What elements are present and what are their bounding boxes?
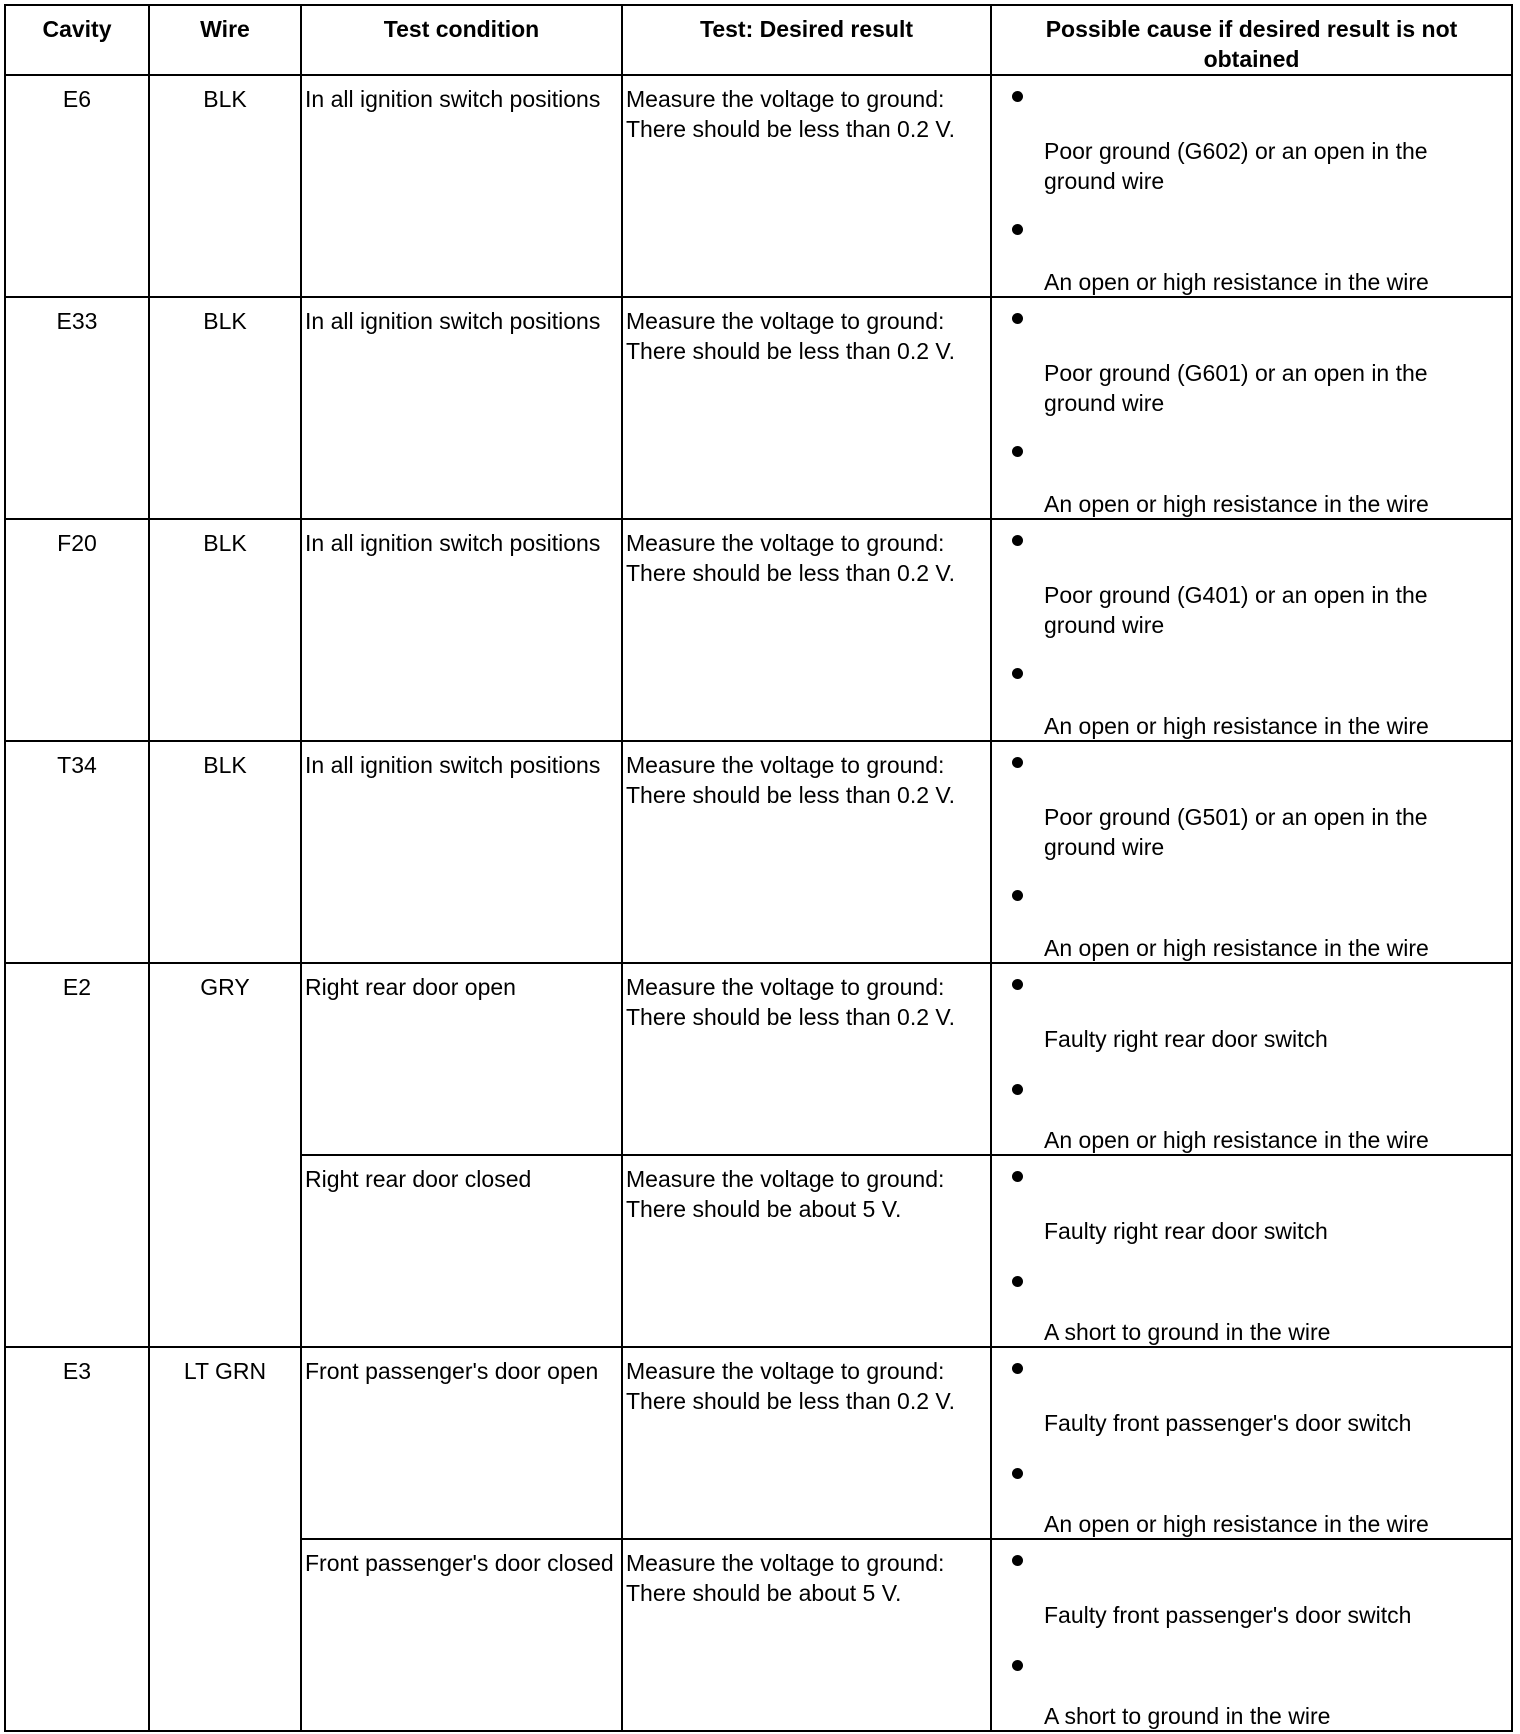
bullet-icon <box>1012 1084 1023 1095</box>
wire-cell: BLK <box>149 741 301 963</box>
table-row <box>5 75 1512 297</box>
bullet-icon <box>1012 535 1023 546</box>
cause-cell <box>991 741 1512 963</box>
bullet-icon <box>1012 1468 1023 1479</box>
bullet-icon <box>1012 979 1023 990</box>
bullet-icon <box>1012 313 1023 324</box>
cause-text: Faulty right rear door switch <box>1044 1026 1328 1052</box>
condition-cell: In all ignition switch positions <box>301 519 622 741</box>
condition-cell: Right rear door closed <box>301 1155 622 1347</box>
bullet-icon <box>1012 1363 1023 1374</box>
wire-cell: BLK <box>149 75 301 297</box>
table-row <box>5 741 1512 963</box>
wire-cell: BLK <box>149 297 301 519</box>
bullet-icon <box>1012 446 1023 457</box>
result-cell: Measure the voltage to ground: There should be less than 0.2 V. <box>622 519 991 741</box>
header-test-condition: Test condition <box>301 5 622 75</box>
wire-cell: LT GRN <box>149 1347 301 1731</box>
cavity-cell: E33 <box>5 297 149 519</box>
cause-text: Poor ground (G601) or an open in the ground wire <box>1044 360 1428 416</box>
header-possible-cause: Possible cause if desired result is not obtained <box>991 5 1512 75</box>
cause-text: Poor ground (G602) or an open in the ground wire <box>1044 138 1428 194</box>
result-cell: Measure the voltage to ground: There should be less than 0.2 V. <box>622 963 991 1155</box>
cause-text: An open or high resistance in the wire <box>1044 491 1429 517</box>
cause-text: Faulty front passenger's door switch <box>1044 1410 1412 1436</box>
table-row <box>5 519 1512 741</box>
cause-text: Faulty right rear door switch <box>1044 1218 1328 1244</box>
cause-text: An open or high resistance in the wire <box>1044 713 1429 739</box>
wire-cell: BLK <box>149 519 301 741</box>
cause-cell <box>991 963 1512 1155</box>
cause-text: An open or high resistance in the wire <box>1044 1127 1429 1153</box>
condition-cell: Front passenger's door closed <box>301 1539 622 1731</box>
bullet-icon <box>1012 1660 1023 1671</box>
cause-cell <box>991 1155 1512 1347</box>
condition-cell: In all ignition switch positions <box>301 297 622 519</box>
bullet-icon <box>1012 1276 1023 1287</box>
cavity-cell: E6 <box>5 75 149 297</box>
bullet-icon <box>1012 668 1023 679</box>
result-cell: Measure the voltage to ground: There should be less than 0.2 V. <box>622 741 991 963</box>
table-row <box>5 297 1512 519</box>
cause-text: Poor ground (G401) or an open in the ground wire <box>1044 582 1428 638</box>
result-cell: Measure the voltage to ground: There should be less than 0.2 V. <box>622 1347 991 1539</box>
cause-cell <box>991 1347 1512 1539</box>
header-desired-result: Test: Desired result <box>622 5 991 75</box>
cause-text: Faulty front passenger's door switch <box>1044 1602 1412 1628</box>
bullet-icon <box>1012 757 1023 768</box>
cause-text: A short to ground in the wire <box>1044 1703 1331 1729</box>
header-cavity: Cavity <box>5 5 149 75</box>
bullet-icon <box>1012 1171 1023 1182</box>
diagnostic-table <box>4 4 1513 1732</box>
cause-text: An open or high resistance in the wire <box>1044 269 1429 295</box>
bullet-icon <box>1012 91 1023 102</box>
bullet-icon <box>1012 890 1023 901</box>
result-cell: Measure the voltage to ground: There should be about 5 V. <box>622 1539 991 1731</box>
condition-cell: Right rear door open <box>301 963 622 1155</box>
condition-cell: In all ignition switch positions <box>301 75 622 297</box>
cause-cell <box>991 1539 1512 1731</box>
condition-cell: Front passenger's door open <box>301 1347 622 1539</box>
result-cell: Measure the voltage to ground: There should be less than 0.2 V. <box>622 75 991 297</box>
header-row <box>5 5 1512 75</box>
cavity-cell: E3 <box>5 1347 149 1731</box>
cause-text: Poor ground (G501) or an open in the ground wire <box>1044 804 1428 860</box>
cause-cell <box>991 75 1512 297</box>
header-wire: Wire <box>149 5 301 75</box>
cause-cell <box>991 297 1512 519</box>
cause-cell <box>991 519 1512 741</box>
cavity-cell: F20 <box>5 519 149 741</box>
cause-text: An open or high resistance in the wire <box>1044 935 1429 961</box>
bullet-icon <box>1012 1555 1023 1566</box>
result-cell: Measure the voltage to ground: There should be about 5 V. <box>622 1155 991 1347</box>
cause-text: A short to ground in the wire <box>1044 1319 1331 1345</box>
cause-text: An open or high resistance in the wire <box>1044 1511 1429 1537</box>
cavity-cell: E2 <box>5 963 149 1347</box>
condition-cell: In all ignition switch positions <box>301 741 622 963</box>
result-cell: Measure the voltage to ground: There should be less than 0.2 V. <box>622 297 991 519</box>
bullet-icon <box>1012 224 1023 235</box>
table-row <box>5 1347 1512 1539</box>
wire-cell: GRY <box>149 963 301 1347</box>
cavity-cell: T34 <box>5 741 149 963</box>
table-row <box>5 963 1512 1155</box>
